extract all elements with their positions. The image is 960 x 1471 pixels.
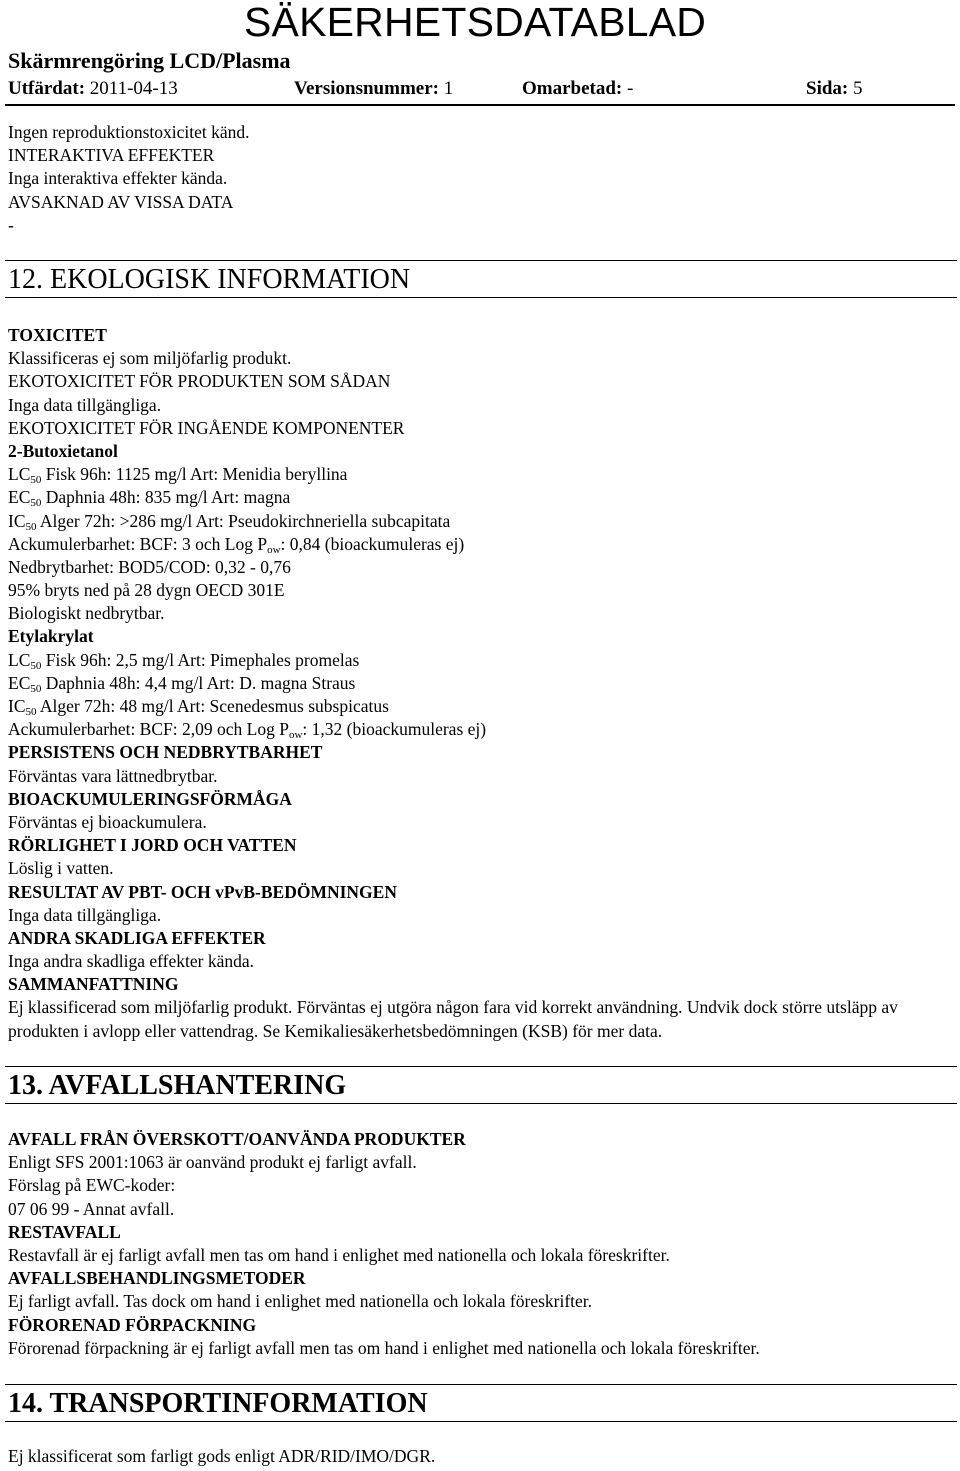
revised-info [522, 74, 633, 104]
subscript: 50 [25, 706, 37, 718]
section-13-body [8, 1128, 953, 1360]
text-part: Alger 72h: >286 mg/l Art: Pseudokirchneriella subcapitata [36, 510, 451, 531]
section-13-heading: 13. AVFALLSHANTERING [5, 1066, 957, 1104]
text-part: IC [8, 510, 26, 531]
body-line: Inga data tillgängliga. [8, 394, 162, 415]
component-name: 2-Butoxietanol [8, 440, 118, 461]
body-line: Inga interaktiva effekter kända. [8, 168, 228, 189]
product-name: Skärmrengöring LCD/Plasma [8, 48, 291, 73]
subheading-pbt: RESULTAT AV PBT- OCH vPvB-BEDÖMNINGEN [8, 881, 397, 902]
issued-label: Utfärdat: [8, 78, 86, 99]
body-line: Enligt SFS 2001:1063 är oanvänd produkt ej farligt avfall. [8, 1152, 417, 1173]
page-info [806, 74, 863, 104]
text-part: Ackumulerbarhet: BCF: 3 och Log P [8, 533, 268, 554]
text-part: : 0,84 (bioackumuleras ej) [280, 533, 465, 554]
section-14-heading: 14. TRANSPORTINFORMATION [5, 1384, 957, 1422]
subscript: 50 [30, 474, 42, 487]
component-lc50 [8, 463, 953, 486]
revised-label: Omarbetad: [522, 78, 623, 99]
text-part: : 1,32 (bioackumuleras ej) [302, 719, 487, 740]
text-part: Alger 72h: 48 mg/l Art: Scenedesmus subspicatus [36, 696, 389, 716]
subscript: ow [267, 543, 281, 556]
document-meta-row [8, 74, 948, 104]
body-line: Restavfall är ej farligt avfall men tas om hand i enlighet med nationella och lokala föreskrifter. [8, 1244, 670, 1265]
issued-info [8, 74, 178, 104]
section-12-heading: 12. EKOLOGISK INFORMATION [5, 260, 957, 298]
body-line: Förväntas vara lättnedbrytbar. [8, 765, 218, 786]
section-12-body [8, 324, 953, 1043]
subscript: 50 [25, 520, 37, 533]
component-bioaccumulation [8, 718, 953, 741]
text-part: LC [8, 464, 31, 485]
body-line: Inga andra skadliga effekter kända. [8, 951, 255, 972]
text-part: EC [8, 672, 31, 693]
section-11-tail [8, 121, 953, 237]
document-title: SÄKERHETSDATABLAD [244, 0, 707, 45]
subheading-bioackumulering: BIOACKUMULERINGSFÖRMÅGA [8, 788, 292, 809]
subheading-persistens: PERSISTENS OCH NEDBRYTBARHET [8, 742, 323, 763]
subheading-line: INTERAKTIVA EFFEKTER [8, 145, 215, 166]
body-line: Ej farligt avfall. Tas dock om hand i enlighet med nationella och lokala föreskrifter. [8, 1291, 593, 1312]
body-line: Klassificeras ej som miljöfarlig produkt. [8, 348, 292, 369]
subheading-line: AVSAKNAD AV VISSA DATA [8, 191, 234, 212]
subheading-ekotox-produkt: EKOTOXICITET FÖR PRODUKTEN SOM SÅDAN [8, 371, 391, 392]
component-ec50 [8, 486, 953, 509]
version-label: Versionsnummer: [294, 78, 439, 99]
summary-paragraph: Ej klassificerad som miljöfarlig produkt. Förväntas ej utgöra någon fara vid korrekt användning. Undvik dock större utsläpp av produkten i avlopp eller vattendrag. Se Kemikaliesäkerhetsbedömningen (KSB) för mer data. [8, 997, 898, 1041]
subheading-ekotox-komponenter: EKOTOXICITET FÖR INGÅENDE KOMPONENTER [8, 417, 405, 438]
subheading-sammanfattning: SAMMANFATTNING [8, 974, 179, 995]
subheading-rorlighet: RÖRLIGHET I JORD OCH VATTEN [8, 835, 297, 856]
body-line: Förslag på EWC-koder: [8, 1175, 176, 1196]
subscript: ow [288, 729, 303, 742]
text-part: EC [8, 487, 31, 508]
subheading-forpackning: FÖRORENAD FÖRPACKNING [8, 1314, 257, 1335]
version-value: 1 [443, 78, 454, 99]
subheading-restavfall: RESTAVFALL [8, 1221, 121, 1242]
component-ic50 [8, 695, 953, 718]
subheading-toxicitet: TOXICITET [8, 325, 107, 345]
subheading-andra-effekter: ANDRA SKADLIGA EFFEKTER [8, 927, 266, 948]
section-14-body [8, 1445, 953, 1468]
body-line: Förorenad förpackning är ej farligt avfall men tas om hand i enlighet med nationella och lokala föreskrifter. [8, 1337, 760, 1358]
body-line: 95% bryts ned på 28 dygn OECD 301E [8, 580, 285, 601]
text-part: Daphnia 48h: 4,4 mg/l Art: D. magna Straus [41, 672, 356, 693]
version-info [294, 74, 453, 104]
text-part: Fisk 96h: 1125 mg/l Art: Menidia beryllina [41, 464, 348, 485]
body-line: Inga data tillgängliga. [8, 904, 162, 925]
text-part: Ackumulerbarhet: BCF: 2,09 och Log P [8, 719, 289, 740]
subscript: 50 [30, 682, 42, 695]
body-line: Ej klassificerat som farligt gods enligt ADR/RID/IMO/DGR. [8, 1446, 436, 1466]
body-line: - [8, 214, 14, 235]
page-number: 5 [853, 78, 863, 99]
body-line: Biologiskt nedbrytbar. [8, 603, 165, 624]
subheading-avfall: AVFALL FRÅN ÖVERSKOTT/OANVÄNDA PRODUKTER [8, 1129, 466, 1149]
page-label: Sida: [806, 78, 849, 99]
subscript: 50 [30, 659, 42, 672]
subscript: 50 [30, 497, 42, 510]
issued-value: 2011-04-13 [89, 78, 178, 99]
body-line: Nedbrytbarhet: BOD5/COD: 0,32 - 0,76 [8, 556, 291, 577]
header-divider [5, 104, 955, 106]
text-part: Daphnia 48h: 835 mg/l Art: magna [41, 487, 291, 508]
revised-value: - [627, 78, 634, 99]
body-line: 07 06 99 - Annat avfall. [8, 1198, 175, 1219]
component-bioaccumulation [8, 533, 953, 556]
text-part: LC [8, 649, 31, 670]
text-part: Fisk 96h: 2,5 mg/l Art: Pimephales promelas [41, 649, 360, 670]
subheading-behandlingsmetoder: AVFALLSBEHANDLINGSMETODER [8, 1268, 306, 1289]
body-line: Förväntas ej bioackumulera. [8, 811, 207, 832]
text-part: IC [8, 696, 26, 716]
component-lc50 [8, 649, 953, 672]
component-name: Etylakrylat [8, 626, 94, 647]
component-ec50 [8, 672, 953, 695]
component-ic50 [8, 510, 953, 533]
body-line: Ingen reproduktionstoxicitet känd. [8, 122, 250, 142]
body-line: Löslig i vatten. [8, 858, 114, 879]
